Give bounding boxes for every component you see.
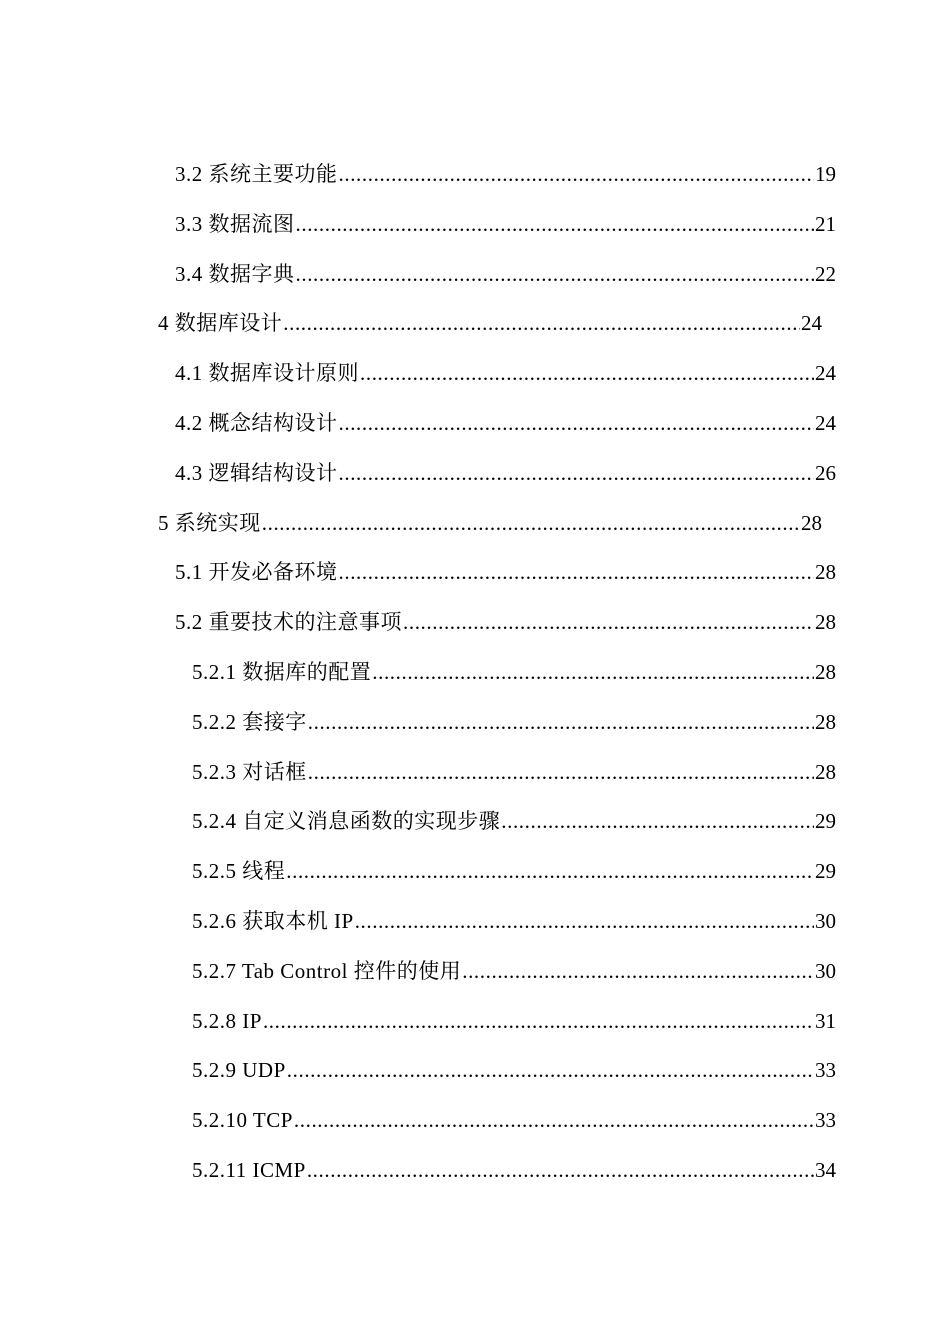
toc-dot-leader (308, 748, 814, 798)
toc-entry[interactable] (175, 150, 836, 200)
toc-entry[interactable] (192, 847, 836, 897)
toc-entry-page: 19 (815, 162, 836, 186)
toc-entry-page: 28 (815, 659, 836, 684)
toc-entry[interactable] (192, 648, 836, 698)
toc-entry[interactable] (192, 897, 836, 947)
toc-entry-title: 5.2.2 套接字 (192, 709, 307, 734)
toc-entry-title: 5.2.11 ICMP (192, 1157, 306, 1182)
toc-entry-title: 5.2.3 对话框 (192, 759, 307, 784)
toc-entry[interactable] (192, 1146, 836, 1196)
toc-entry-page: 28 (815, 759, 836, 784)
toc-entry-title: 5.2.6 获取本机 IP (192, 908, 354, 933)
toc-entry[interactable] (175, 598, 836, 648)
toc-entry[interactable] (192, 797, 836, 847)
toc-dot-leader (307, 1146, 814, 1196)
toc-entry[interactable] (158, 299, 822, 349)
toc-entry-title: 5.2.1 数据库的配置 (192, 659, 372, 684)
toc-entry-page: 34 (815, 1157, 836, 1182)
toc-dot-leader (294, 1096, 814, 1146)
toc-entry-page: 28 (815, 610, 836, 635)
toc-entry-page: 24 (801, 311, 822, 336)
toc-entry[interactable] (175, 200, 836, 250)
toc-entry-page: 21 (815, 211, 836, 236)
toc-dot-leader (296, 200, 815, 250)
toc-entry-title: 5.1 开发必备环境 (175, 560, 338, 585)
toc-dot-leader (355, 897, 814, 947)
toc-entry[interactable] (175, 548, 836, 598)
toc-entry-page: 24 (815, 410, 836, 435)
toc-entry-page: 22 (815, 261, 836, 286)
toc-entry-page: 28 (815, 709, 836, 734)
toc-entry[interactable] (192, 947, 836, 997)
toc-entry-page: 33 (815, 1108, 836, 1133)
toc-dot-leader (287, 1046, 814, 1096)
toc-entry[interactable] (192, 1046, 836, 1096)
toc-entry-page: 30 (815, 958, 836, 983)
toc-dot-leader (372, 648, 814, 698)
toc-entry-page: 29 (815, 859, 836, 884)
toc-entry-title: 4.1 数据库设计原则 (175, 361, 359, 386)
toc-entry[interactable] (192, 997, 836, 1047)
toc-entry-title: 5.2.10 TCP (192, 1108, 293, 1133)
toc-dot-leader (339, 548, 815, 598)
toc-entry[interactable] (175, 250, 836, 300)
toc-entry-page: 30 (815, 908, 836, 933)
toc-dot-leader (308, 698, 814, 748)
toc-entry-page: 31 (815, 1008, 836, 1033)
toc-entry-title: 5.2.5 线程 (192, 859, 286, 884)
toc-dot-leader (462, 947, 814, 997)
toc-entry-title: 5 系统实现 (158, 510, 261, 535)
toc-dot-leader (403, 598, 814, 648)
toc-entry-title: 5.2.8 IP (192, 1008, 262, 1033)
toc-entry-title: 3.2 系统主要功能 (175, 162, 338, 186)
table-of-contents (0, 150, 950, 1196)
toc-entry-page: 28 (801, 510, 822, 535)
toc-entry-page: 29 (815, 809, 836, 834)
toc-entry[interactable] (158, 499, 822, 549)
toc-entry-page: 24 (815, 361, 836, 386)
toc-entry-page: 28 (815, 560, 836, 585)
toc-entry-title: 3.3 数据流图 (175, 211, 295, 236)
toc-entry-title: 4 数据库设计 (158, 311, 283, 336)
toc-entry[interactable] (192, 1096, 836, 1146)
toc-entry-title: 3.4 数据字典 (175, 261, 295, 286)
toc-dot-leader (360, 349, 814, 399)
toc-entry-title: 5.2.7 Tab Control 控件的使用 (192, 958, 462, 983)
toc-dot-leader (339, 150, 815, 200)
toc-dot-leader (263, 997, 814, 1047)
toc-entry-title: 5.2.9 UDP (192, 1058, 286, 1083)
toc-entry-title: 4.3 逻辑结构设计 (175, 460, 338, 485)
toc-dot-leader (339, 449, 815, 499)
toc-entry[interactable] (192, 698, 836, 748)
toc-entry[interactable] (175, 399, 836, 449)
toc-entry-title: 4.2 概念结构设计 (175, 410, 338, 435)
toc-entry[interactable] (192, 748, 836, 798)
toc-entry[interactable] (175, 349, 836, 399)
toc-dot-leader (501, 797, 814, 847)
toc-dot-leader (262, 499, 800, 549)
toc-entry-title: 5.2 重要技术的注意事项 (175, 610, 402, 635)
toc-entry-title: 5.2.4 自定义消息函数的实现步骤 (192, 809, 501, 834)
toc-dot-leader (339, 399, 815, 449)
toc-dot-leader (283, 299, 800, 349)
toc-dot-leader (286, 847, 814, 897)
toc-entry[interactable] (175, 449, 836, 499)
toc-entry-page: 33 (815, 1058, 836, 1083)
toc-dot-leader (296, 250, 815, 300)
toc-entry-page: 26 (815, 460, 836, 485)
